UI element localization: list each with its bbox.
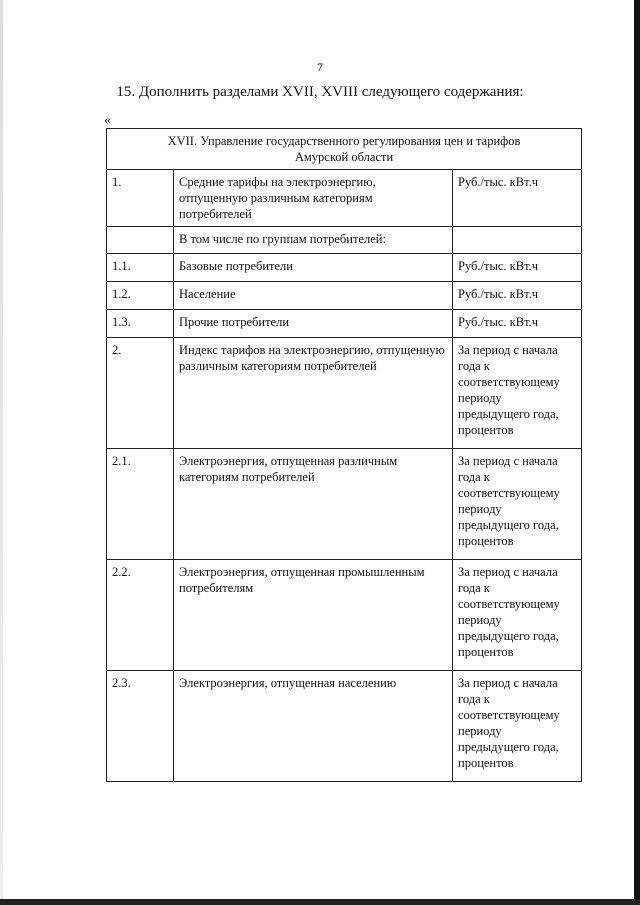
row-number: 1.1. [107, 254, 174, 282]
table-row [107, 560, 582, 671]
row-number: 2.2. [107, 560, 174, 671]
row-unit: Руб./тыс. кВт.ч [453, 254, 582, 282]
regulation-table [106, 128, 582, 782]
row-description: Электроэнергия, отпущенная различным категориям потребителей [174, 449, 453, 560]
row-unit: За период с начала года к соответствующему периоду предыдущего года, процентов [453, 560, 582, 671]
section-title-line1: XVII. Управление государственного регулирования цен и тарифов [167, 134, 521, 148]
row-description: Базовые потребители [174, 254, 453, 282]
row-unit: За период с начала года к соответствующему периоду предыдущего года, процентов [453, 671, 582, 782]
amendment-intro: 15. Дополнить разделами XVII, XVIII следующего содержания: [116, 84, 524, 100]
section-header-row [107, 129, 582, 170]
table-row [107, 170, 582, 227]
open-quote: « [104, 113, 111, 128]
row-unit: За период с начала года к соответствующему периоду предыдущего года, процентов [453, 338, 582, 449]
row-description: Индекс тарифов на электроэнергию, отпущенную различным категориям потребителей [174, 338, 453, 449]
row-number: 1.2. [107, 282, 174, 310]
table-row [107, 338, 582, 449]
row-unit: Руб./тыс. кВт.ч [453, 282, 582, 310]
row-description: Электроэнергия, отпущенная населению [174, 671, 453, 782]
row-number: 2.3. [107, 671, 174, 782]
table-row [107, 254, 582, 282]
table-row [107, 227, 582, 254]
row-description: Средние тарифы на электроэнергию, отпущенную различным категориям потребителей [174, 170, 453, 227]
page-number: 7 [317, 60, 323, 74]
table-row [107, 671, 582, 782]
table-row [107, 310, 582, 338]
table-row [107, 282, 582, 310]
row-number: 1.3. [107, 310, 174, 338]
row-description: Электроэнергия, отпущенная промышленным потребителям [174, 560, 453, 671]
row-number: 2.1. [107, 449, 174, 560]
scan-edge-left [0, 0, 3, 905]
row-description: Прочие потребители [174, 310, 453, 338]
row-unit [453, 227, 582, 254]
row-description: В том числе по группам потребителей: [174, 227, 453, 254]
row-unit: Руб./тыс. кВт.ч [453, 170, 582, 227]
row-unit: Руб./тыс. кВт.ч [453, 310, 582, 338]
row-number: 1. [107, 170, 174, 227]
row-number: 2. [107, 338, 174, 449]
row-unit: За период с начала года к соответствующему периоду предыдущего года, процентов [453, 449, 582, 560]
section-title-line2: Амурской области [294, 150, 394, 164]
table-row [107, 449, 582, 560]
section-title [107, 129, 582, 170]
row-number [107, 227, 174, 254]
row-description: Население [174, 282, 453, 310]
scan-edge-bottom [0, 899, 640, 905]
scan-edge-right [634, 0, 640, 905]
